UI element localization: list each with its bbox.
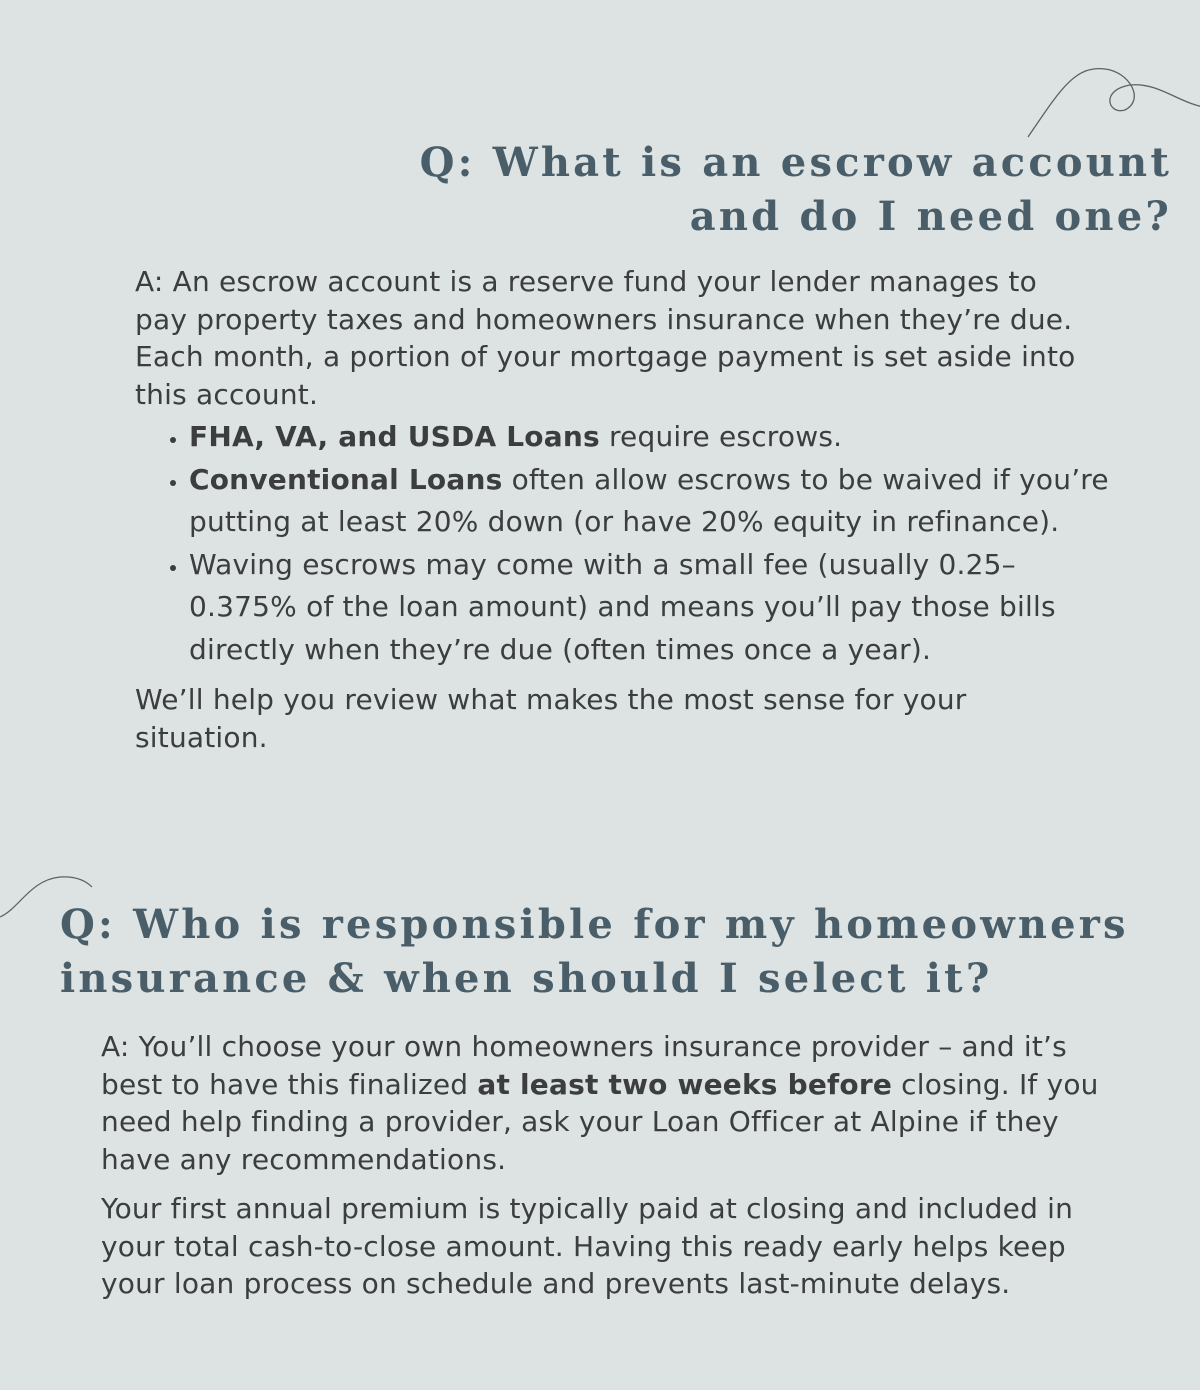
answer-line: A: You’ll choose your own homeowners insurance provider – and it’s [101, 1030, 1067, 1063]
heading-line: and do I need one? [689, 193, 1172, 240]
escrow-bullet-list [135, 416, 1109, 671]
answer-line: need help finding a provider, ask your Loan Officer at Alpine if they [101, 1105, 1059, 1138]
bullet-text: directly when they’re due (often times once a year). [189, 632, 932, 666]
answer-text: best to have this finalized [101, 1067, 478, 1101]
answer-bold: at least two weeks before [477, 1067, 893, 1101]
answer-line: A: An escrow account is a reserve fund your lender manages to [135, 265, 1037, 298]
answer-line: your loan process on schedule and prevents last-minute delays. [101, 1267, 1011, 1300]
question-insurance-heading [60, 898, 1129, 1006]
answer-line: have any recommendations. [101, 1142, 507, 1176]
question-escrow-heading [420, 136, 1172, 244]
bullet-bold: Conventional Loans [189, 462, 503, 496]
bullet-text: 0.375% of the loan amount) and means you’ll pay those bills [189, 590, 1056, 623]
answer-text: closing. If you [892, 1067, 1099, 1101]
answer-line: Each month, a portion of your mortgage payment is set aside into [135, 340, 1076, 373]
bullet-text: often allow escrows to be waived if you’re [502, 462, 1109, 496]
closing-line: situation. [135, 720, 268, 754]
bullet-text: Waving escrows may come with a small fee (usually 0.25– [189, 547, 1016, 581]
answer-line: this account. [135, 377, 319, 411]
bullet-item [189, 459, 1109, 544]
answer-line [101, 1066, 1099, 1104]
closing-line: We’ll help you review what makes the most sense for your [135, 683, 967, 716]
heading-line: insurance & when should I select it? [60, 955, 993, 1002]
answer-escrow [135, 263, 1109, 756]
bullet-text: require escrows. [599, 420, 843, 453]
bullet-item [189, 416, 1109, 459]
answer-line: Your first annual premium is typically paid at closing and included in [101, 1192, 1074, 1225]
bullet-item [189, 544, 1109, 672]
heading-line: Q: Who is responsible for my homeowners [60, 901, 1129, 948]
heading-line: Q: What is an escrow account [419, 139, 1172, 186]
answer-insurance [101, 1028, 1099, 1303]
answer-line: pay property taxes and homeowners insurance when they’re due. [135, 302, 1073, 336]
bullet-bold: FHA, VA, and USDA Loans [189, 420, 600, 453]
bullet-text: putting at least 20% down (or have 20% equity in refinance). [189, 505, 1060, 538]
answer-line: your total cash-to-close amount. Having this ready early helps keep [101, 1229, 1066, 1263]
